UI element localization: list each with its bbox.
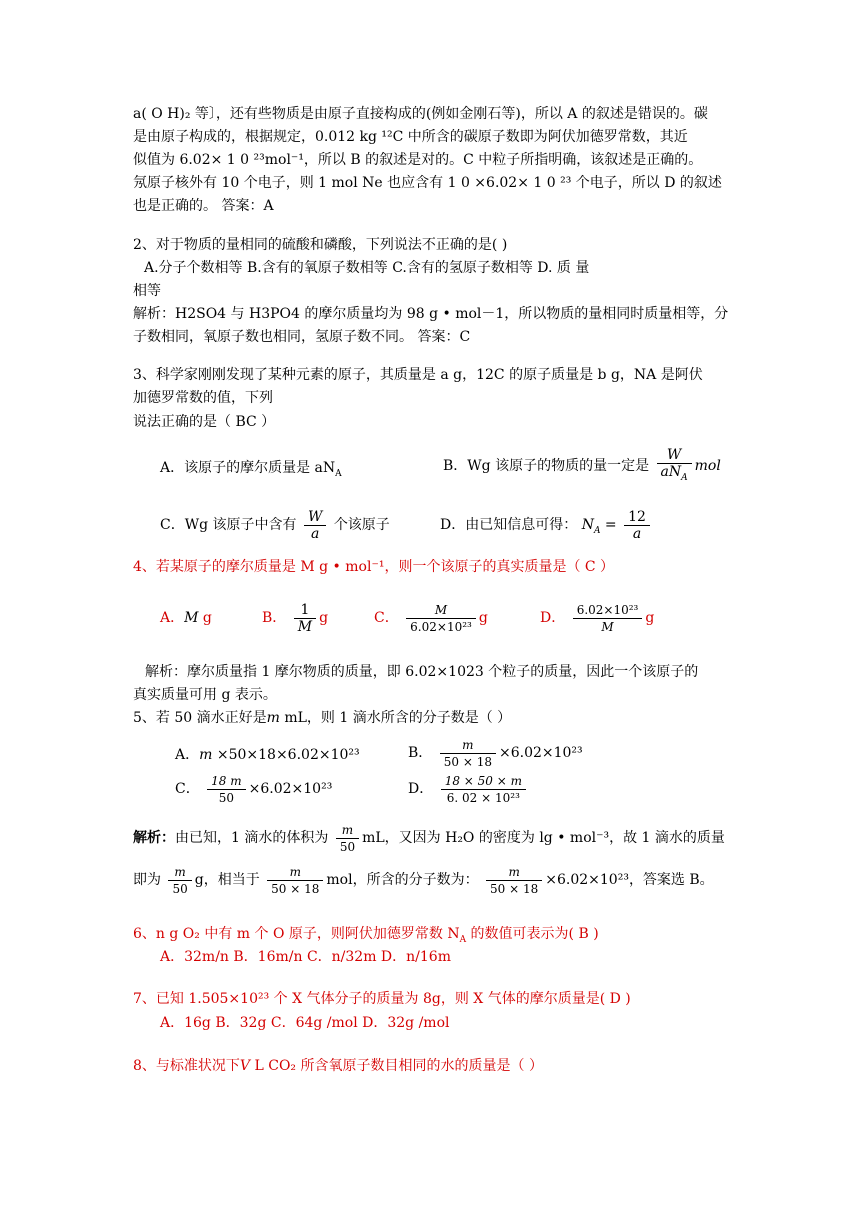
q6-options: A．32m/n B．16m/n C．n/32m D．n/16m (160, 949, 451, 965)
q5-stem: 5、若 50 滴水正好是m mL，则 1 滴水所含的分子数是（ ） (133, 710, 512, 726)
q5-option-d-fraction: $\frac{18 \times 50 \times m}{\text{6. 02 × 10²³}}$ (441, 773, 526, 806)
q4-analysis-line2: 真实质量可用 g 表示。 (133, 687, 277, 703)
q5-option-a: A．m ×50×18×6.02×10²³ (175, 747, 360, 763)
q7-options: A．16g B．32g C．64g /mol D．32g /mol (160, 1015, 450, 1031)
q5-analysis-fraction1: $\frac{m}{50}$ (336, 822, 359, 855)
q4-option-b-fraction: $\frac{1}{M}$ (294, 602, 316, 635)
q2-analysis-line1: 解析：H2SO4 与 H3PO4 的摩尔质量均为 98 g • mol－1，所以物质的量相同时质量相等，分 (133, 306, 729, 322)
q8-stem: 8、与标准状况下V L CO₂ 所含氧原子数目相同的水的质量是（ ） (133, 1058, 543, 1074)
q3-option-b-fraction: $\frac{W}{aN_A}$ (657, 447, 692, 486)
para1-line4: 氖原子核外有 10 个电子，则 1 mol Ne 也应含有 1 0 ×6.02× 1 0 ²³ 个电子，所以 D 的叙述 (133, 175, 722, 191)
q4-option-d: D． $\frac{\text{6.02×10²³}}{M}$ g (540, 602, 655, 634)
q3-option-a: A．该原子的摩尔质量是 $aN_A$ (160, 460, 342, 479)
para1-line5: 也是正确的。 答案：A (133, 198, 274, 214)
q4-option-d-fraction: $\frac{\text{6.02×10²³}}{M}$ (573, 602, 643, 635)
q5-option-c: C． $\frac{18 m}{50}$ ×6.02×10²³ (175, 773, 333, 805)
q4-stem: 4、若某原子的摩尔质量是 M g • mol⁻¹，则一个该原子的真实质量是（ C ） (133, 559, 615, 575)
q3-option-c: C．Wg 该原子中含有 $\frac{W}{a}$ 个该原子 (160, 508, 390, 542)
q4-analysis-line1: 解析：摩尔质量指 1 摩尔物质的质量，即 6.02×1023 个粒子的质量，因此一个该原子的 (145, 664, 699, 680)
q4-option-c: C． $\frac{M}{\text{6.02×10²³}}$ g (374, 602, 488, 634)
q5-option-b-fraction: $\frac{m}{50 \times 18}$ (440, 737, 496, 770)
q3-stem-line1: 3、科学家刚刚发现了某种元素的原子，其质量是 a g，12C 的原子质量是 b g，NA 是阿伏 (133, 367, 703, 383)
q3-stem-line3: 说法正确的是（ BC ） (133, 414, 276, 430)
q2-analysis-line2: 子数相同，氧原子数也相同，氢原子数不同。 答案：C (133, 329, 471, 345)
q2-options-cont: 相等 (133, 283, 161, 299)
q2-options: A.分子个数相等 B.含有的氧原子数相等 C.含有的氢原子数相等 D. 质 量 (144, 260, 590, 276)
q3-option-c-fraction: $\frac{W}{a}$ (304, 509, 326, 542)
q6-stem: 6、n g O₂ 中有 m 个 O 原子，则阿伏加德罗常数 $N_A$ 的数值可表示为( B ) (133, 926, 599, 945)
q5-analysis-fraction3: $\frac{m}{50 \times 18}$ (267, 864, 323, 897)
q3-option-b: B．Wg 该原子的物质的量一定是 $\frac{W}{aN_A}$ mol (443, 446, 721, 486)
q5-analysis-line1: 解析：由已知，1 滴水的体积为 $\frac{m}{50}$ mL，又因为 H₂O 的密度为 lg • mol⁻³，故 1 滴水的质量 (133, 822, 725, 854)
q4-option-b: B． $\frac{1}{M}$ g (262, 601, 329, 635)
q4-option-a: A．M g (160, 610, 212, 626)
q5-analysis-fraction2: $\frac{m}{50}$ (168, 864, 191, 897)
q5-analysis-fraction4: $\frac{m}{50 \times 18}$ (486, 864, 542, 897)
para1-line3: 似值为 6.02× 1 0 ²³mol⁻¹，所以 B 的叙述是对的。C 中粒子所指明确，该叙述是正确的。 (133, 152, 703, 168)
para1-line2: 是由原子构成的，根据规定，0.012 kg ¹²C 中所含的碳原子数即为阿伏加德罗常数，其近 (133, 129, 688, 145)
q3-stem-line2: 加德罗常数的值，下列 (133, 390, 273, 406)
q3-option-d: D．由已知信息可得： $N_A$ = $\frac{12}{a}$ (440, 505, 653, 551)
q4-option-c-fraction: $\frac{M}{\text{6.02×10²³}}$ (406, 602, 476, 635)
q3-option-d-fraction: $\frac{12}{a}$ (624, 509, 650, 542)
q5-analysis-line2: 即为 $\frac{m}{50}$ g，相当于 $\frac{m}{50 \times 18}$ mol，所含的分子数为： $\frac{m}{50 \times 18}$ ×6.02×10²³，答案选 B。 (133, 864, 714, 896)
q7-stem: 7、已知 1.505×10²³ 个 X 气体分子的质量为 8g，则 X 气体的摩尔质量是( D ) (133, 991, 631, 1007)
q5-option-c-fraction: $\frac{18 m}{50}$ (207, 773, 245, 806)
q2-stem: 2、对于物质的量相同的硫酸和磷酸，下列说法不正确的是( ) (133, 237, 508, 253)
q5-option-d: D． $\frac{18 \times 50 \times m}{\text{6. 02 × 10²³}}$ (408, 769, 529, 809)
para1-line1: a( O H)₂ 等〕，还有些物质是由原子直接构成的(例如金刚石等)，所以 A 的叙述是错误的。碳 (133, 106, 708, 122)
q5-option-b: B． $\frac{m}{50 \times 18}$ ×6.02×10²³ (408, 737, 583, 769)
